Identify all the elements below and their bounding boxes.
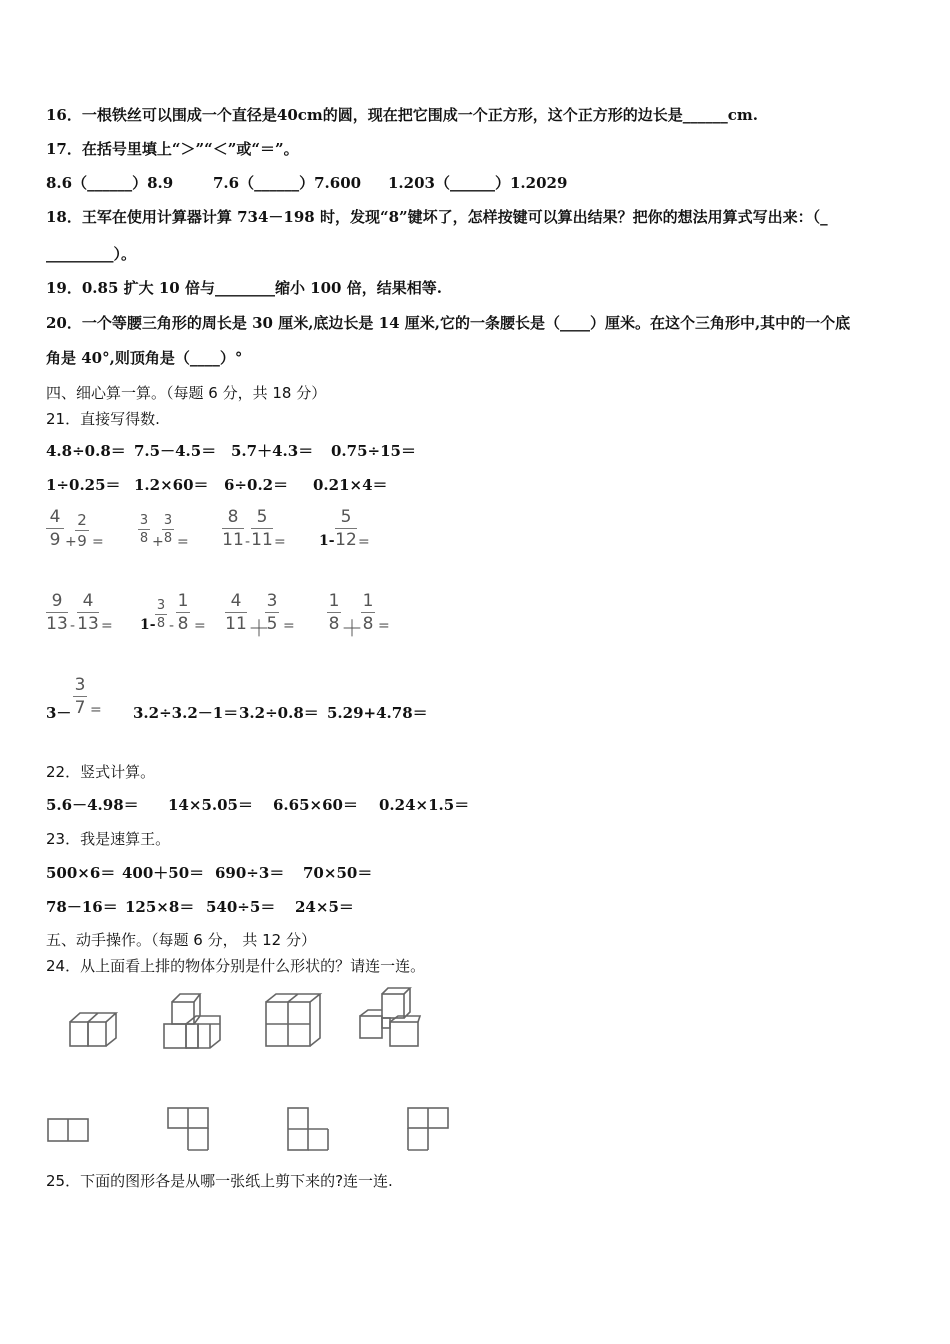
fraction: 5 11 <box>251 507 273 550</box>
question-16: 16．一根铁丝可以围成一个直径是40cm的圆，现在把它围成一个正方形，这个正方形的边长是______cm. <box>46 106 758 124</box>
calc-item: 0.75÷15＝ <box>331 442 416 460</box>
equals-sign: = <box>378 618 390 634</box>
cube-figure-2 <box>162 992 226 1052</box>
question-22: 22．竖式计算。 <box>46 763 156 781</box>
equals-sign: = <box>358 534 370 550</box>
fraction: 2 9 <box>75 511 89 550</box>
plus-sign: + <box>65 534 77 550</box>
calc-item: 125×8＝ <box>125 898 195 916</box>
fraction: 4 11 <box>225 591 247 634</box>
fraction: 8 11 <box>222 507 244 550</box>
calc-item: 3.2÷3.2－1＝ <box>133 704 239 722</box>
calc-item: 6.65×60＝ <box>273 796 358 814</box>
top-view-shape-4 <box>406 1106 452 1154</box>
compare-item: 7.6（______）7.600 <box>213 174 362 192</box>
question-25: 25．下面的图形各是从哪一张纸上剪下来的?连一连. <box>46 1172 393 1190</box>
question-17: 17．在括号里填上“＞”“＜”或“＝”。 <box>46 140 299 158</box>
top-view-shape-3 <box>286 1106 332 1154</box>
calc-item: 70×50＝ <box>303 864 373 882</box>
equals-sign: = <box>274 534 286 550</box>
calc-item: 4.8÷0.8＝ <box>46 442 126 460</box>
minus-sign: - <box>245 534 251 550</box>
fraction: 1 8 <box>362 591 374 634</box>
plus-sign: ＋ <box>248 617 271 642</box>
fraction: 1 8 <box>328 591 340 634</box>
calc-item: 3.2÷0.8＝ <box>239 704 319 722</box>
plus-sign: + <box>152 534 164 550</box>
equals-sign: = <box>177 534 189 550</box>
equals-sign: = <box>90 702 102 718</box>
calc-item: 78－16＝ <box>46 898 118 916</box>
fraction: 9 13 <box>46 591 68 634</box>
calc-item: 0.24×1.5＝ <box>379 796 470 814</box>
section-four-heading: 四、细心算一算。（每题 6 分，共 18 分） <box>46 384 327 402</box>
top-view-shape-2 <box>166 1106 212 1154</box>
calc-item: 400＋50＝ <box>122 864 205 882</box>
fraction: 3 7 <box>74 675 86 718</box>
fraction: 1 8 <box>177 591 189 634</box>
cube-figure-3 <box>264 992 326 1050</box>
calc-item: 14×5.05＝ <box>168 796 253 814</box>
one-minus: 1- <box>319 533 335 549</box>
calc-item: 7.5－4.5＝ <box>134 442 217 460</box>
fraction: 3 8 <box>156 598 166 631</box>
minus-sign: - <box>169 618 175 634</box>
fraction: 5 12 <box>335 507 357 550</box>
calc-item: 540÷5＝ <box>206 898 276 916</box>
question-18-continued: _________）。 <box>46 245 137 263</box>
fraction: 3 8 <box>163 513 173 546</box>
equals-sign: = <box>194 618 206 634</box>
question-20-continued: 角是 40°,则顶角是（____）° <box>46 349 243 367</box>
cube-figure-4 <box>358 986 424 1050</box>
three-minus: 3－ <box>46 704 72 722</box>
question-23: 23．我是速算王。 <box>46 830 171 848</box>
question-18: 18．王军在使用计算器计算 734－198 时，发现“8”键坏了，怎样按键可以算出结果？把你的想法用算式写出来：（_ <box>46 208 828 226</box>
calc-item: 690÷3＝ <box>215 864 285 882</box>
equals-sign: = <box>283 618 295 634</box>
fraction: 4 13 <box>77 591 99 634</box>
question-20: 20．一个等腰三角形的周长是 30 厘米,底边长是 14 厘米,它的一条腰长是（____）厘米。在这个三角形中,其中的一个底 <box>46 314 851 332</box>
calc-item: 5.29+4.78＝ <box>327 704 428 722</box>
equals-sign: = <box>92 534 104 550</box>
fraction: 4 9 <box>46 507 64 550</box>
calc-item: 6÷0.2＝ <box>224 476 289 494</box>
plus-sign: ＋ <box>341 617 364 642</box>
calc-item: 1÷0.25＝ <box>46 476 121 494</box>
section-five-heading: 五、动手操作。（每题 6 分， 共 12 分） <box>46 931 316 949</box>
cube-figure-1 <box>68 1010 124 1050</box>
compare-item: 1.203（______）1.2029 <box>388 174 568 192</box>
calc-item: 24×5＝ <box>295 898 354 916</box>
calc-item: 5.6－4.98＝ <box>46 796 139 814</box>
question-21: 21．直接写得数. <box>46 410 160 428</box>
minus-sign: - <box>70 618 76 634</box>
question-19: 19．0.85 扩大 10 倍与________缩小 100 倍，结果相等. <box>46 279 442 297</box>
compare-item: 8.6（______）8.9 <box>46 174 174 192</box>
equals-sign: = <box>101 618 113 634</box>
top-view-shape-1 <box>46 1116 92 1144</box>
fraction: 3 5 <box>266 591 278 634</box>
calc-item: 0.21×4＝ <box>313 476 388 494</box>
question-24: 24．从上面看上排的物体分别是什么形状的？请连一连。 <box>46 957 426 975</box>
one-minus: 1- <box>140 617 156 633</box>
calc-item: 500×6＝ <box>46 864 116 882</box>
calc-item: 1.2×60＝ <box>134 476 209 494</box>
fraction: 3 8 <box>139 513 149 546</box>
calc-item: 5.7＋4.3＝ <box>231 442 314 460</box>
